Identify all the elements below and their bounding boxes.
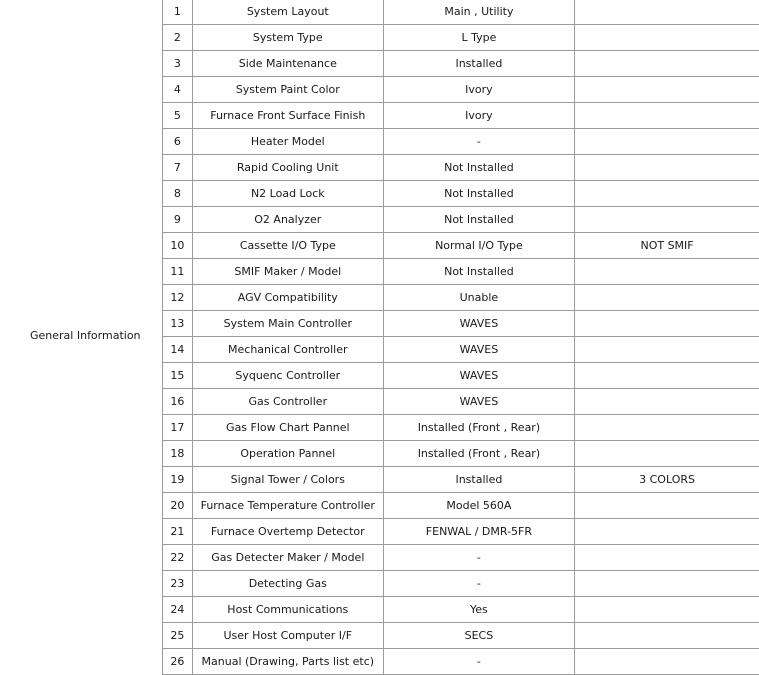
item-name: Mechanical Controller (192, 337, 383, 363)
spec-table-body (163, 0, 759, 675)
item-remark (575, 571, 759, 597)
row-number: 3 (163, 51, 193, 77)
item-value: FENWAL / DMR-5FR (383, 519, 574, 545)
table-row (163, 649, 759, 675)
item-name: Gas Flow Chart Pannel (192, 415, 383, 441)
table-row (163, 519, 759, 545)
row-number: 25 (163, 623, 193, 649)
item-remark (575, 51, 759, 77)
table-row (163, 155, 759, 181)
item-value: Main , Utility (383, 0, 574, 25)
spec-table (162, 0, 759, 675)
item-remark (575, 207, 759, 233)
row-number: 12 (163, 285, 193, 311)
item-value: Yes (383, 597, 574, 623)
item-name: Detecting Gas (192, 571, 383, 597)
row-number: 11 (163, 259, 193, 285)
row-number: 6 (163, 129, 193, 155)
item-name: System Type (192, 25, 383, 51)
category-label: General Information (30, 329, 141, 343)
item-value: Ivory (383, 77, 574, 103)
item-value: Not Installed (383, 181, 574, 207)
item-value: Not Installed (383, 259, 574, 285)
item-remark (575, 545, 759, 571)
table-row (163, 597, 759, 623)
item-remark (575, 363, 759, 389)
item-remark (575, 649, 759, 675)
table-row (163, 259, 759, 285)
row-number: 5 (163, 103, 193, 129)
table-row (163, 207, 759, 233)
table-row (163, 0, 759, 25)
item-value: WAVES (383, 311, 574, 337)
row-number: 20 (163, 493, 193, 519)
item-remark (575, 103, 759, 129)
item-remark: 3 COLORS (575, 467, 759, 493)
item-remark (575, 337, 759, 363)
item-value: Installed (Front , Rear) (383, 415, 574, 441)
item-name: AGV Compatibility (192, 285, 383, 311)
table-row (163, 545, 759, 571)
table-row (163, 181, 759, 207)
item-value: Installed (383, 51, 574, 77)
item-name: Cassette I/O Type (192, 233, 383, 259)
item-name: Gas Detecter Maker / Model (192, 545, 383, 571)
item-value: SECS (383, 623, 574, 649)
item-name: Manual (Drawing, Parts list etc) (192, 649, 383, 675)
row-number: 7 (163, 155, 193, 181)
item-value: Not Installed (383, 155, 574, 181)
item-value: Unable (383, 285, 574, 311)
item-value: WAVES (383, 363, 574, 389)
table-row (163, 129, 759, 155)
item-remark (575, 623, 759, 649)
row-number: 23 (163, 571, 193, 597)
item-value: WAVES (383, 337, 574, 363)
table-row (163, 51, 759, 77)
row-number: 10 (163, 233, 193, 259)
table-row (163, 311, 759, 337)
item-value: Installed (383, 467, 574, 493)
item-name: Gas Controller (192, 389, 383, 415)
item-name: Side Maintenance (192, 51, 383, 77)
row-number: 24 (163, 597, 193, 623)
item-remark (575, 493, 759, 519)
row-number: 8 (163, 181, 193, 207)
item-value: - (383, 649, 574, 675)
item-value: Installed (Front , Rear) (383, 441, 574, 467)
item-remark (575, 415, 759, 441)
table-row (163, 103, 759, 129)
item-value: - (383, 545, 574, 571)
table-row (163, 571, 759, 597)
item-remark (575, 129, 759, 155)
row-number: 9 (163, 207, 193, 233)
item-remark (575, 285, 759, 311)
item-name: User Host Computer I/F (192, 623, 383, 649)
item-remark (575, 389, 759, 415)
row-number: 17 (163, 415, 193, 441)
table-row (163, 25, 759, 51)
item-name: Host Communications (192, 597, 383, 623)
item-name: Rapid Cooling Unit (192, 155, 383, 181)
item-remark (575, 77, 759, 103)
item-name: Furnace Overtemp Detector (192, 519, 383, 545)
item-name: Operation Pannel (192, 441, 383, 467)
table-row (163, 233, 759, 259)
table-row (163, 467, 759, 493)
row-number: 2 (163, 25, 193, 51)
row-number: 1 (163, 0, 193, 25)
item-name: System Main Controller (192, 311, 383, 337)
item-remark (575, 311, 759, 337)
item-remark (575, 259, 759, 285)
row-number: 4 (163, 77, 193, 103)
table-row (163, 363, 759, 389)
item-value: Ivory (383, 103, 574, 129)
row-number: 21 (163, 519, 193, 545)
item-name: Heater Model (192, 129, 383, 155)
item-remark (575, 155, 759, 181)
item-value: - (383, 129, 574, 155)
row-number: 13 (163, 311, 193, 337)
table-row (163, 389, 759, 415)
item-name: SMIF Maker / Model (192, 259, 383, 285)
row-number: 18 (163, 441, 193, 467)
item-name: Furnace Front Surface Finish (192, 103, 383, 129)
item-remark (575, 0, 759, 25)
item-value: Not Installed (383, 207, 574, 233)
item-name: System Layout (192, 0, 383, 25)
item-value: WAVES (383, 389, 574, 415)
item-name: Signal Tower / Colors (192, 467, 383, 493)
item-value: L Type (383, 25, 574, 51)
table-row (163, 77, 759, 103)
row-number: 14 (163, 337, 193, 363)
row-number: 26 (163, 649, 193, 675)
item-name: Syquenc Controller (192, 363, 383, 389)
table-row (163, 441, 759, 467)
item-name: O2 Analyzer (192, 207, 383, 233)
table-row (163, 623, 759, 649)
item-name: N2 Load Lock (192, 181, 383, 207)
item-value: Normal I/O Type (383, 233, 574, 259)
category-cell (0, 0, 162, 673)
item-value: - (383, 571, 574, 597)
table-row (163, 285, 759, 311)
item-name: System Paint Color (192, 77, 383, 103)
item-remark (575, 519, 759, 545)
item-remark (575, 25, 759, 51)
item-remark (575, 181, 759, 207)
item-name: Furnace Temperature Controller (192, 493, 383, 519)
item-value: Model 560A (383, 493, 574, 519)
item-remark (575, 597, 759, 623)
row-number: 15 (163, 363, 193, 389)
item-remark: NOT SMIF (575, 233, 759, 259)
row-number: 19 (163, 467, 193, 493)
row-number: 16 (163, 389, 193, 415)
table-row (163, 493, 759, 519)
table-row (163, 337, 759, 363)
item-remark (575, 441, 759, 467)
row-number: 22 (163, 545, 193, 571)
table-row (163, 415, 759, 441)
